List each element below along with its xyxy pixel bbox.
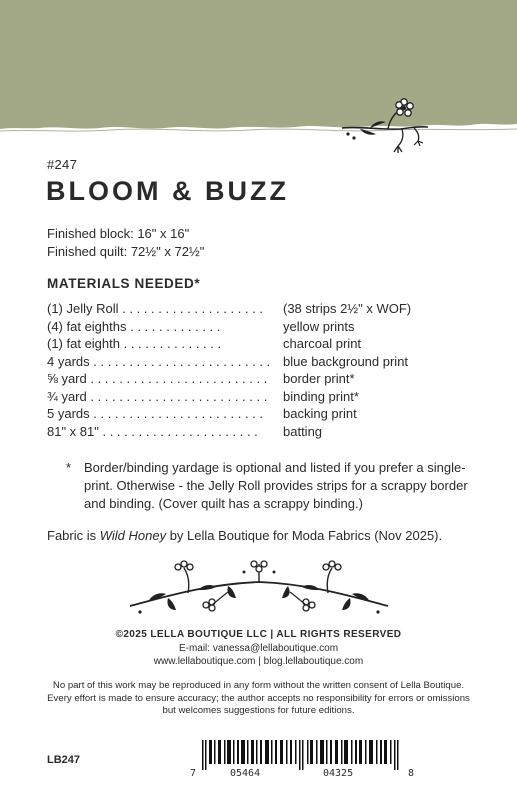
yardage-note bbox=[66, 459, 486, 513]
fabric-line bbox=[47, 528, 442, 543]
material-row bbox=[47, 388, 477, 406]
materials-heading: MATERIALS NEEDED* bbox=[47, 276, 201, 291]
websites: www.lellaboutique.com | blog.lellaboutique.com bbox=[153, 656, 364, 667]
copyright: ©2025 LELLA BOUTIQUE LLC | ALL RIGHTS RESERVED bbox=[115, 629, 402, 640]
material-use: binding print* bbox=[283, 388, 359, 404]
fabric-name: Wild Honey bbox=[99, 528, 167, 543]
product-code: LB247 bbox=[47, 754, 81, 766]
material-row bbox=[47, 353, 477, 371]
upc-left: 05464 bbox=[230, 768, 261, 779]
material-item: (1) fat eighth . . . . . . . . . . . . . . bbox=[47, 336, 222, 351]
material-row bbox=[47, 405, 477, 423]
material-row bbox=[47, 335, 477, 353]
upc-first: 7 bbox=[190, 768, 197, 779]
fabric-prefix: Fabric is bbox=[47, 528, 100, 543]
upc-last: 8 bbox=[408, 768, 415, 779]
material-item: ¾ yard . . . . . . . . . . . . . . . . . . . . . . . . . bbox=[47, 388, 268, 404]
finished-quilt: Finished quilt: 72½" x 72½" bbox=[47, 244, 205, 259]
material-item: (4) fat eighths . . . . . . . . . . . . . bbox=[47, 318, 221, 334]
material-use: backing print bbox=[283, 406, 357, 421]
header-band bbox=[0, 0, 517, 140]
contact-email: E-mail: vanessa@lellaboutique.com bbox=[178, 643, 339, 654]
materials-list bbox=[47, 300, 477, 440]
material-row bbox=[47, 300, 477, 318]
finished-sizes bbox=[47, 225, 204, 261]
material-use: (38 strips 2½" x WOF) bbox=[283, 301, 412, 316]
material-item: 81" x 81" . . . . . . . . . . . . . . . . . . . . . . bbox=[47, 423, 258, 439]
material-use: charcoal print bbox=[283, 336, 362, 351]
fabric-suffix: by Lella Boutique for Moda Fabrics (Nov 2025). bbox=[166, 528, 443, 543]
note-text: Border/binding yardage is optional and listed if you prefer a single-print. Otherwise - the Jelly Roll provides strips for a scrappy border and binding. (Cover quilt has a scrappy binding.) bbox=[84, 460, 468, 511]
pattern-title: BLOOM & BUZZ bbox=[46, 176, 289, 206]
material-row bbox=[47, 370, 477, 388]
material-use: border print* bbox=[283, 371, 355, 386]
upc-right: 04325 bbox=[323, 768, 354, 779]
material-use: batting bbox=[283, 423, 323, 439]
disclaimer: No part of this work may be reproduced in any form without the written consent of Lella Boutique. Every effort is made to ensure accuracy; the author accepts no responsibility for errors or omissions but welcomes suggestions for future editions. bbox=[47, 680, 470, 716]
material-row bbox=[47, 423, 477, 441]
pattern-number: #247 bbox=[47, 157, 78, 172]
material-item: ⅝ yard . . . . . . . . . . . . . . . . . . . . . . . . . bbox=[47, 371, 268, 386]
finished-block: Finished block: 16" x 16" bbox=[47, 226, 190, 241]
floral-wreath-icon bbox=[128, 560, 390, 618]
material-use: yellow prints bbox=[283, 318, 355, 334]
flower-sprig-icon bbox=[340, 96, 430, 160]
material-row bbox=[47, 318, 477, 336]
material-item: (1) Jelly Roll . . . . . . . . . . . . . . . . . . . . bbox=[47, 301, 263, 316]
note-asterisk: * bbox=[66, 460, 72, 475]
material-use: blue background print bbox=[283, 353, 409, 369]
barcode bbox=[196, 740, 418, 770]
material-item: 4 yards . . . . . . . . . . . . . . . . . . . . . . . . . bbox=[47, 353, 271, 369]
material-item: 5 yards . . . . . . . . . . . . . . . . . . . . . . . . bbox=[47, 406, 263, 421]
